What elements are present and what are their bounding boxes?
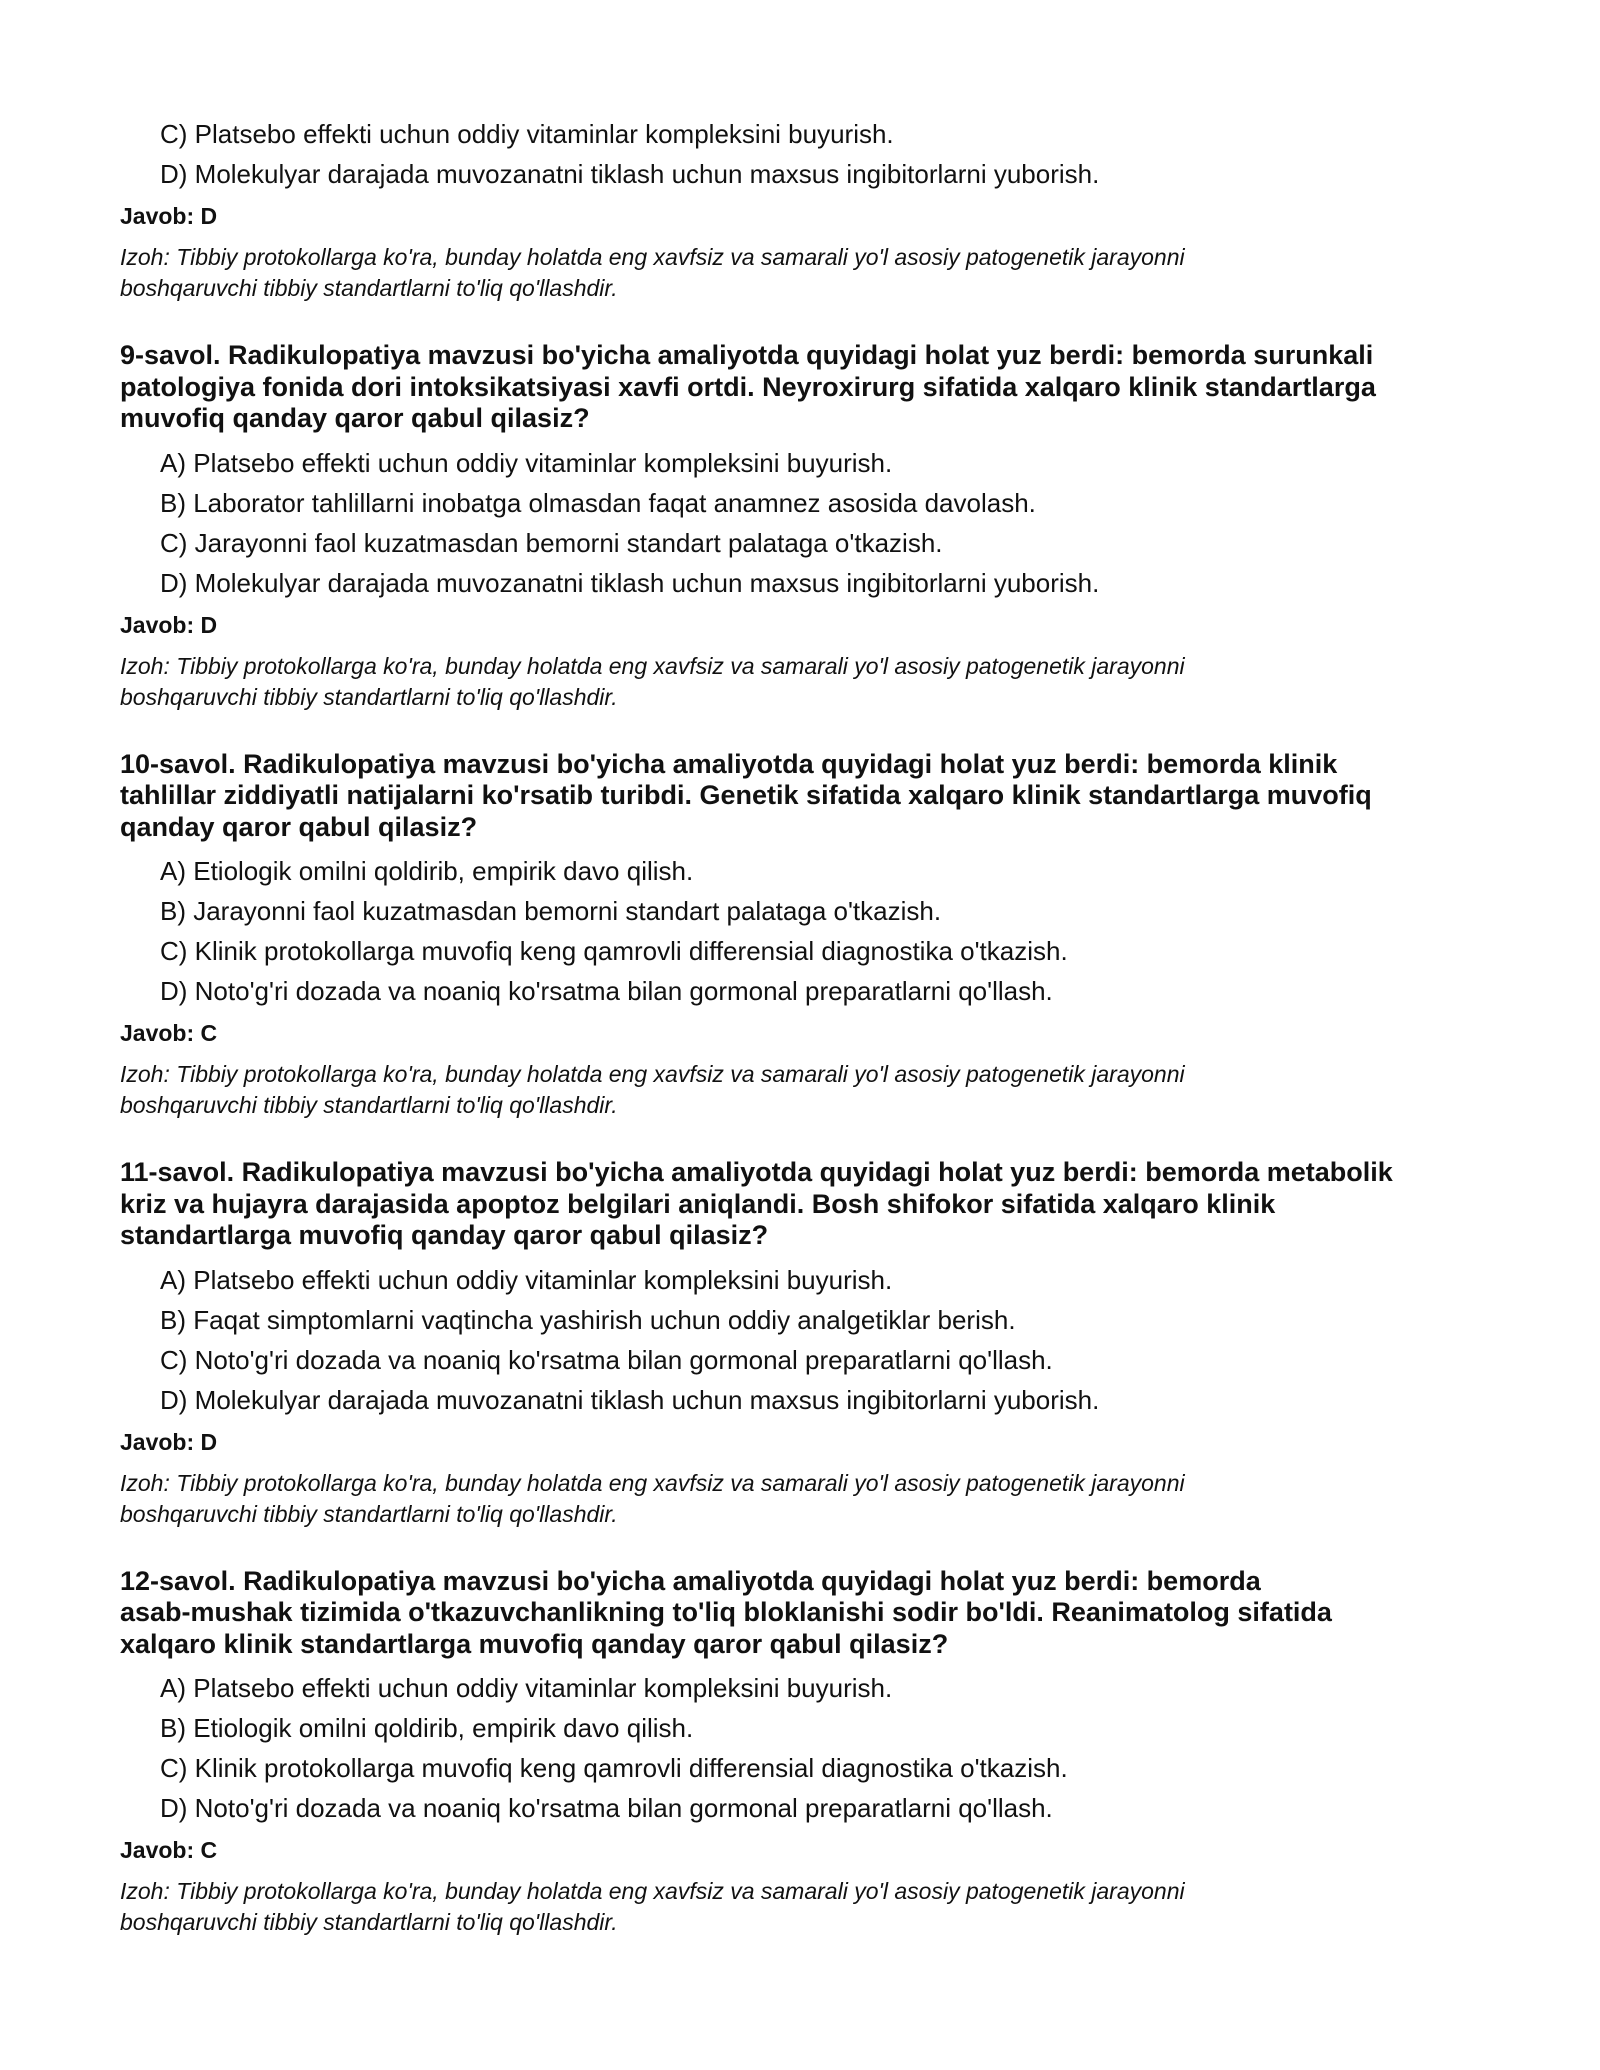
- option-list: [120, 447, 1500, 599]
- option-d: D) Noto'g'ri dozada va noaniq ko'rsatma bilan gormonal preparatlarni qo'llash.: [160, 1793, 1053, 1823]
- question-11: [120, 1157, 1500, 1530]
- option-d: D) Noto'g'ri dozada va noaniq ko'rsatma bilan gormonal preparatlarni qo'llash.: [160, 976, 1053, 1006]
- question-title: [120, 749, 1500, 844]
- title-line: standartlarga muvofiq qanday qaror qabul qilasiz?: [120, 1220, 769, 1250]
- option-c: C) Klinik protokollarga muvofiq keng qamrovli differensial diagnostika o'tkazish.: [160, 1753, 1068, 1783]
- title-line: asab-mushak tizimida o'tkazuvchanlikning to'liq bloklanishi sodir bo'ldi. Reanimatolog sifatida: [120, 1597, 1332, 1627]
- option-a: A) Platsebo effekti uchun oddiy vitaminlar kompleksini buyurish.: [160, 447, 893, 478]
- option-b: B) Laborator tahlillarni inobatga olmasdan faqat anamnez asosida davolash.: [160, 487, 1036, 518]
- previous-question-continuation: [120, 118, 1500, 304]
- option-a: A) Platsebo effekti uchun oddiy vitaminlar kompleksini buyurish.: [160, 1673, 893, 1703]
- note-line: boshqaruvchi tibbiy standartlarni to'liq qo'llashdir.: [120, 275, 618, 301]
- explanation-note: [120, 1059, 1500, 1121]
- title-line: tahlillar ziddiyatli natijalarni ko'rsatib turibdi. Genetik sifatida xalqaro klinik standartlarga muvofiq: [120, 780, 1372, 810]
- title-line: 10-savol. Radikulopatiya mavzusi bo'yicha amaliyotda quyidagi holat yuz berdi: bemorda klinik: [120, 748, 1338, 779]
- note-line: Izoh: Tibbiy protokollarga ko'ra, bunday holatda eng xavfsiz va samarali yo'l asosiy patogenetik jarayonni: [120, 244, 1185, 270]
- question-title: [120, 1566, 1500, 1661]
- explanation-note: [120, 1468, 1500, 1530]
- explanation-note: [120, 1876, 1500, 1938]
- option-list: [120, 855, 1500, 1007]
- note-line: Izoh: Tibbiy protokollarga ko'ra, bunday holatda eng xavfsiz va samarali yo'l asosiy patogenetik jarayonni: [120, 652, 1185, 679]
- note-line: boshqaruvchi tibbiy standartlarni to'liq qo'llashdir.: [120, 1092, 618, 1118]
- title-line: xalqaro klinik standartlarga muvofiq qanday qaror qabul qilasiz?: [120, 1628, 949, 1659]
- option-a: A) Etiologik omilni qoldirib, empirik davo qilish.: [160, 856, 694, 886]
- note-line: Izoh: Tibbiy protokollarga ko'ra, bunday holatda eng xavfsiz va samarali yo'l asosiy patogenetik jarayonni: [120, 1469, 1185, 1496]
- option-list: [120, 118, 1500, 190]
- explanation-note: [120, 242, 1500, 304]
- note-line: Izoh: Tibbiy protokollarga ko'ra, bunday holatda eng xavfsiz va samarali yo'l asosiy patogenetik jarayonni: [120, 1061, 1185, 1087]
- option-list: [120, 1264, 1500, 1416]
- answer-label: Javob: C: [120, 1837, 218, 1863]
- option-c: C) Klinik protokollarga muvofiq keng qamrovli differensial diagnostika o'tkazish.: [160, 936, 1068, 966]
- option-a: A) Platsebo effekti uchun oddiy vitaminlar kompleksini buyurish.: [160, 1264, 893, 1295]
- title-line: 9-savol. Radikulopatiya mavzusi bo'yicha amaliyotda quyidagi holat yuz berdi: bemorda surunkali: [120, 340, 1374, 370]
- option-b: B) Faqat simptomlarni vaqtincha yashirish uchun oddiy analgetiklar berish.: [160, 1304, 1016, 1335]
- option-c: C) Platsebo effekti uchun oddiy vitaminlar kompleksini buyurish.: [160, 119, 894, 149]
- answer-label: Javob: D: [120, 1428, 218, 1455]
- option-b: B) Jarayonni faol kuzatmasdan bemorni standart palataga o'tkazish.: [160, 896, 942, 926]
- title-line: muvofiq qanday qaror qabul qilasiz?: [120, 403, 590, 433]
- answer-label: Javob: C: [120, 1020, 218, 1046]
- option-c: C) Jarayonni faol kuzatmasdan bemorni standart palataga o'tkazish.: [160, 527, 943, 558]
- note-line: boshqaruvchi tibbiy standartlarni to'liq qo'llashdir.: [120, 1500, 618, 1527]
- note-line: boshqaruvchi tibbiy standartlarni to'liq qo'llashdir.: [120, 683, 618, 710]
- answer-label: Javob: D: [120, 203, 218, 229]
- question-12: [120, 1566, 1500, 1939]
- answer-label: Javob: D: [120, 611, 218, 638]
- option-c: C) Noto'g'ri dozada va noaniq ko'rsatma bilan gormonal preparatlarni qo'llash.: [160, 1344, 1053, 1375]
- option-d: D) Molekulyar darajada muvozanatni tiklash uchun maxsus ingibitorlarni yuborish.: [160, 567, 1100, 598]
- question-9: [120, 340, 1500, 713]
- title-line: 12-savol. Radikulopatiya mavzusi bo'yicha amaliyotda quyidagi holat yuz berdi: bemorda: [120, 1565, 1261, 1596]
- title-line: kriz va hujayra darajasida apoptoz belgilari aniqlandi. Bosh shifokor sifatida xalqaro klinik: [120, 1188, 1276, 1219]
- note-line: Izoh: Tibbiy protokollarga ko'ra, bunday holatda eng xavfsiz va samarali yo'l asosiy patogenetik jarayonni: [120, 1878, 1185, 1904]
- option-d: D) Molekulyar darajada muvozanatni tiklash uchun maxsus ingibitorlarni yuborish.: [160, 1384, 1100, 1415]
- option-b: B) Etiologik omilni qoldirib, empirik davo qilish.: [160, 1713, 694, 1743]
- explanation-note: [120, 651, 1500, 713]
- option-list: [120, 1672, 1500, 1824]
- question-10: [120, 749, 1500, 1122]
- title-line: patologiya fonida dori intoksikatsiyasi xavfi ortdi. Neyroxirurg sifatida xalqaro klinik standartlarga: [120, 371, 1376, 402]
- option-d: D) Molekulyar darajada muvozanatni tiklash uchun maxsus ingibitorlarni yuborish.: [160, 159, 1100, 189]
- note-line: boshqaruvchi tibbiy standartlarni to'liq qo'llashdir.: [120, 1909, 618, 1935]
- title-line: 11-savol. Radikulopatiya mavzusi bo'yicha amaliyotda quyidagi holat yuz berdi: bemorda metabolik: [120, 1157, 1393, 1187]
- question-title: [120, 1157, 1500, 1252]
- title-line: qanday qaror qabul qilasiz?: [120, 811, 478, 842]
- document-page: [120, 118, 1500, 1938]
- question-title: [120, 340, 1500, 435]
